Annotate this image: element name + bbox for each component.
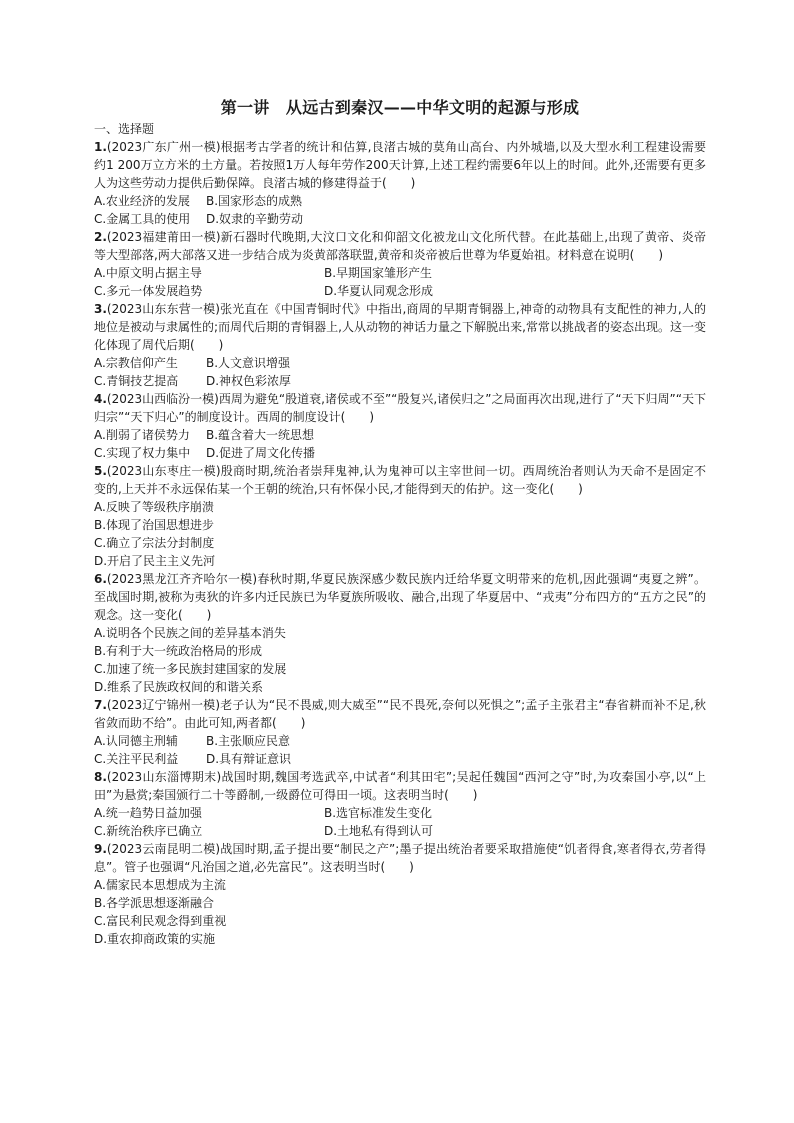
option-d[interactable]: D.开启了民主主义先河 <box>94 554 216 568</box>
option-d[interactable]: D.促进了周文化传播 <box>206 446 316 460</box>
question-8 <box>94 768 706 840</box>
question-stem <box>94 840 706 876</box>
question-1 <box>94 138 706 228</box>
option-a[interactable]: A.反映了等级秩序崩溃 <box>94 500 214 514</box>
options <box>94 876 706 948</box>
question-text: (2023山东东营一模)张光直在《中国青铜时代》中指出,商周的早期青铜器上,神奇的动物具有支配性的神力,人的地位是被动与隶属性的;而周代后期的青铜器上,人从动物的神话力量之下解脱出来,常常以挑战者的姿态出现。这一变化体现了周代后期( ) <box>94 302 706 352</box>
question-number: 3. <box>94 302 107 316</box>
option-b[interactable]: B.有利于大一统政治格局的形成 <box>94 644 263 658</box>
options <box>94 624 706 696</box>
option-a[interactable]: A.认同德主刑辅 <box>94 734 178 748</box>
options <box>94 732 706 768</box>
question-text: (2023山西临汾一模)西周为避免“殷道衰,诸侯或不至”“殷复兴,诸侯归之”之局面再次出现,进行了“天下归周”“天下归宗”“天下归心”的制度设计。西周的制度设计( ) <box>94 392 706 424</box>
question-number: 9. <box>94 842 107 856</box>
question-4 <box>94 390 706 462</box>
question-6 <box>94 570 706 696</box>
option-d[interactable]: D.土地私有得到认可 <box>324 824 434 838</box>
question-text: (2023云南昆明二模)战国时期,孟子提出要“制民之产”;墨子提出统治者要采取措施使“饥者得食,寒者得衣,劳者得息”。管子也强调“凡治国之道,必先富民”。这表明当时( ) <box>94 842 706 874</box>
option-a[interactable]: A.削弱了诸侯势力 <box>94 428 190 442</box>
question-stem <box>94 768 706 804</box>
option-d[interactable]: D.重农抑商政策的实施 <box>94 932 216 946</box>
option-d[interactable]: D.具有辩证意识 <box>206 752 292 766</box>
question-stem <box>94 462 706 498</box>
option-b[interactable]: B.体现了治国思想进步 <box>94 518 215 532</box>
option-c[interactable]: C.新统治秩序已确立 <box>94 824 203 838</box>
option-c[interactable]: C.加速了统一多民族封建国家的发展 <box>94 662 287 676</box>
option-a[interactable]: A.宗教信仰产生 <box>94 356 178 370</box>
options <box>94 354 706 390</box>
question-stem <box>94 228 706 264</box>
option-a[interactable]: A.说明各个民族之间的差异基本消失 <box>94 626 286 640</box>
question-number: 4. <box>94 392 107 406</box>
option-a[interactable]: A.农业经济的发展 <box>94 194 190 208</box>
question-stem <box>94 570 706 624</box>
option-a[interactable]: A.儒家民本思想成为主流 <box>94 878 226 892</box>
option-d[interactable]: D.奴隶的辛勤劳动 <box>206 212 304 226</box>
option-a[interactable]: A.统一趋势日益加强 <box>94 806 202 820</box>
option-b[interactable]: B.蕴含着大一统思想 <box>206 428 315 442</box>
option-c[interactable]: C.青铜技艺提高 <box>94 374 179 388</box>
question-text: (2023福建莆田一模)新石器时代晚期,大汶口文化和仰韶文化被龙山文化所代替。在此基础上,出现了黄帝、炎帝等大型部落,两大部落又进一步结合成为炎黄部落联盟,黄帝和炎帝被后世尊为华夏始祖。材料意在说明( ) <box>94 230 706 262</box>
option-b[interactable]: B.选官标准发生变化 <box>324 806 433 820</box>
option-d[interactable]: D.神权色彩浓厚 <box>206 374 292 388</box>
question-stem <box>94 138 706 192</box>
option-b[interactable]: B.各学派思想逐渐融合 <box>94 896 215 910</box>
document-page <box>94 96 706 948</box>
question-text: (2023辽宁锦州一模)老子认为“民不畏威,则大威至”“民不畏死,奈何以死惧之”;孟子主张君主“春省耕而补不足,秋省敛而助不给”。由此可知,两者都( ) <box>94 698 706 730</box>
options <box>94 192 706 228</box>
options <box>94 498 706 570</box>
options <box>94 426 706 462</box>
question-number: 7. <box>94 698 107 712</box>
option-b[interactable]: B.主张顺应民意 <box>206 734 291 748</box>
page-title: 第一讲 从远古到秦汉——中华文明的起源与形成 <box>220 98 580 117</box>
question-5 <box>94 462 706 570</box>
question-number: 2. <box>94 230 107 244</box>
question-number: 1. <box>94 140 107 154</box>
question-7 <box>94 696 706 768</box>
option-b[interactable]: B.人文意识增强 <box>206 356 291 370</box>
question-2 <box>94 228 706 300</box>
options <box>94 804 706 840</box>
question-stem <box>94 696 706 732</box>
question-text: (2023黑龙江齐齐哈尔一模)春秋时期,华夏民族深感少数民族内迁给华夏文明带来的危机,因此强调“夷夏之辨”。至战国时期,被称为夷狄的许多内迁民族已为华夏族所吸收、融合,出现了华夏居中、“戎夷”分布四方的“五方之民”的观念。这一变化( ) <box>94 572 706 622</box>
question-text: (2023山东枣庄一模)殷商时期,统治者崇拜鬼神,认为鬼神可以主宰世间一切。西周统治者则认为天命不是固定不变的,上天并不永远保佑某一个王朝的统治,只有怀保小民,才能得到天的佑护。这一变化( ) <box>94 464 706 496</box>
options <box>94 264 706 300</box>
section-heading: 一、选择题 <box>94 122 155 136</box>
option-c[interactable]: C.多元一体发展趋势 <box>94 284 203 298</box>
option-b[interactable]: B.国家形态的成熟 <box>206 194 303 208</box>
question-stem <box>94 300 706 354</box>
question-number: 6. <box>94 572 107 586</box>
question-9 <box>94 840 706 948</box>
option-c[interactable]: C.金属工具的使用 <box>94 212 191 226</box>
question-number: 8. <box>94 770 107 784</box>
option-b[interactable]: B.早期国家雏形产生 <box>324 266 433 280</box>
question-stem <box>94 390 706 426</box>
question-text: (2023山东淄博期末)战国时期,魏国考选武卒,中试者“利其田宅”;吴起任魏国“西河之守”时,为攻秦国小亭,以“上田”为悬赏;秦国颁行二十等爵制,一级爵位可得田一顷。这表明当时( ) <box>94 770 706 802</box>
option-c[interactable]: C.关注平民利益 <box>94 752 179 766</box>
question-text: (2023广东广州一模)根据考古学者的统计和估算,良渚古城的莫角山高台、内外城墙,以及大型水利工程建设需要约1 200万立方米的土方量。若按照1万人每年劳作200天计算,上述工程约需要6年以上的时间。此外,还需要有更多人为这些劳动力提供后勤保障。良渚古城的修建得益于( ) <box>94 140 706 190</box>
option-c[interactable]: C.实现了权力集中 <box>94 446 191 460</box>
option-a[interactable]: A.中原文明占据主导 <box>94 266 202 280</box>
question-3 <box>94 300 706 390</box>
option-d[interactable]: D.华夏认同观念形成 <box>324 284 434 298</box>
option-c[interactable]: C.富民利民观念得到重视 <box>94 914 227 928</box>
question-number: 5. <box>94 464 107 478</box>
option-d[interactable]: D.维系了民族政权间的和谐关系 <box>94 680 264 694</box>
option-c[interactable]: C.确立了宗法分封制度 <box>94 536 215 550</box>
